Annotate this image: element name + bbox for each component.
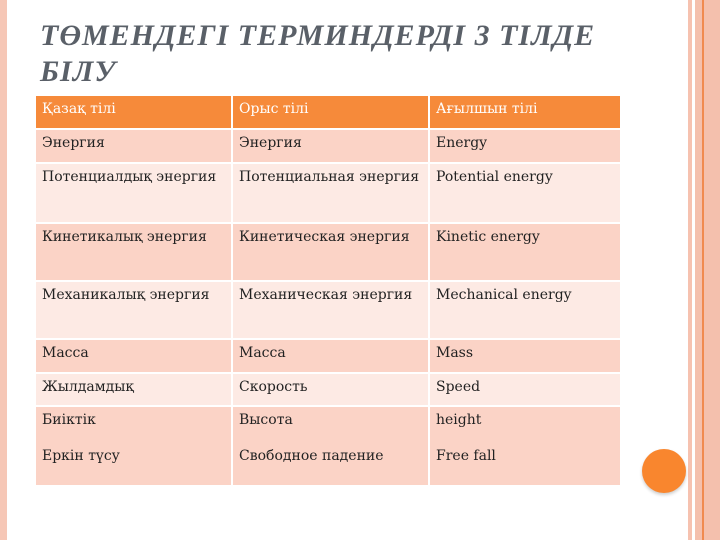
header-kazakh: Қазақ тілі bbox=[35, 95, 232, 129]
cell bbox=[35, 406, 232, 486]
table-row bbox=[35, 163, 621, 223]
cell: Mass bbox=[429, 339, 621, 373]
table-row bbox=[35, 373, 621, 406]
table-header bbox=[35, 95, 621, 129]
cell: Кинетикалық энергия bbox=[35, 223, 232, 281]
cell: Механическая энергия bbox=[232, 281, 429, 339]
cell: Кинетическая энергия bbox=[232, 223, 429, 281]
cell: Energy bbox=[429, 129, 621, 163]
decor-line bbox=[702, 0, 704, 540]
cell: Скорость bbox=[232, 373, 429, 406]
table-row bbox=[35, 281, 621, 339]
cell: Потенциалдық энергия bbox=[35, 163, 232, 223]
left-border bbox=[0, 0, 7, 540]
cell: Энергия bbox=[232, 129, 429, 163]
cell: Потенциальная энергия bbox=[232, 163, 429, 223]
cell-line: Биіктік bbox=[42, 412, 96, 428]
cell-line: Free fall bbox=[436, 448, 496, 464]
cell-line: Высота bbox=[239, 412, 293, 428]
decor-stripe bbox=[688, 0, 692, 540]
cell: Масса bbox=[232, 339, 429, 373]
cell-line: Еркін түсу bbox=[42, 448, 120, 464]
cell bbox=[429, 406, 621, 486]
cell-line: height bbox=[436, 412, 482, 428]
cell: Potential energy bbox=[429, 163, 621, 223]
cell: Speed bbox=[429, 373, 621, 406]
cell: Жылдамдық bbox=[35, 373, 232, 406]
slide-title: ТӨМЕНДЕГІ ТЕРМИНДЕРДІ 3 ТІЛДЕ БІЛУ bbox=[40, 19, 596, 88]
orange-circle-decoration bbox=[642, 449, 686, 493]
decor-stripe bbox=[695, 0, 720, 540]
cell: Энергия bbox=[35, 129, 232, 163]
cell: Mechanical energy bbox=[429, 281, 621, 339]
header-english: Ағылшын тілі bbox=[429, 95, 621, 129]
terms-table bbox=[34, 94, 622, 487]
cell bbox=[232, 406, 429, 486]
cell: Масса bbox=[35, 339, 232, 373]
table-row bbox=[35, 339, 621, 373]
table-row bbox=[35, 406, 621, 486]
header-russian: Орыс тілі bbox=[232, 95, 429, 129]
cell: Kinetic energy bbox=[429, 223, 621, 281]
table-row bbox=[35, 129, 621, 163]
cell-line: Свободное падение bbox=[239, 448, 384, 464]
table-row bbox=[35, 223, 621, 281]
cell: Механикалық энергия bbox=[35, 281, 232, 339]
